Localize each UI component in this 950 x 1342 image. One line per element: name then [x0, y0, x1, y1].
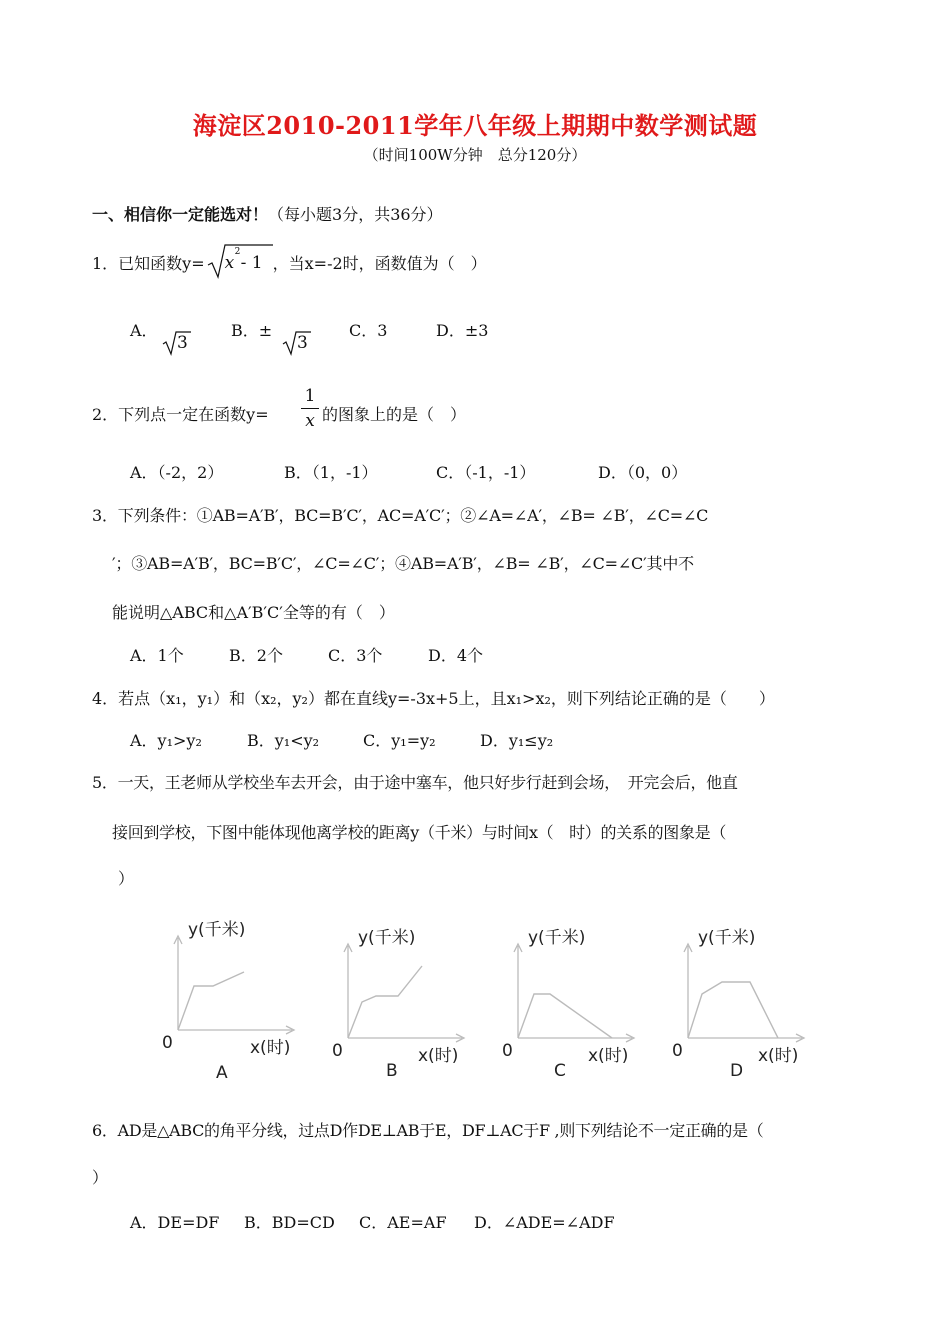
q2-option-a: A．（-2，2） — [130, 463, 224, 482]
q6-line-1: 6．AD是△ABC的角平分线，过点D作DE⊥AB于E，DF⊥AC于F ,则下列结论不一定正确的是（ — [92, 1121, 764, 1140]
q2-option-b: B．（1，-1） — [284, 463, 378, 482]
fraction-bar — [301, 408, 319, 409]
q3-line-1: 3．下列条件：①AB=A′B′，BC=B′C′，AC=A′C′；②∠A=∠A′，∠B= ∠B′，∠C=∠C — [92, 506, 709, 525]
graph-a — [162, 920, 294, 1083]
graph-d-origin: 0 — [672, 1041, 683, 1061]
q1-option-a-value: 3 — [177, 333, 188, 353]
graph-a-x-label: x(时) — [250, 1038, 291, 1058]
graph-d-curve — [688, 982, 778, 1038]
q6-option-d: D．∠ADE=∠ADF — [474, 1213, 615, 1232]
q2-option-d: D．（0，0） — [598, 463, 688, 482]
graph-a-origin: 0 — [162, 1033, 173, 1053]
q1-option-d: D．±3 — [436, 321, 489, 340]
graph-b-caption: B — [386, 1061, 398, 1081]
graph-c-caption: C — [554, 1061, 566, 1081]
graph-d-caption: D — [730, 1061, 744, 1081]
q1-radicand: x — [224, 253, 235, 273]
q3-line-3: 能说明△ABC和△A′B′C′全等的有（ ） — [112, 603, 395, 622]
q6-option-b: B．BD=CD — [244, 1213, 335, 1232]
q6-option-a: A．DE=DF — [130, 1213, 220, 1232]
q6-option-c: C．AE=AF — [359, 1213, 447, 1232]
q3-option-b: B．2个 — [229, 646, 283, 665]
q5-line-2: 接回到学校，下图中能体现他离学校的距离y（千米）与时间x（ 时）的关系的图象是（ — [112, 823, 727, 842]
q1-suffix: ，当x=-2时，函数值为（ ） — [272, 254, 487, 273]
q4-option-c: C．y₁=y₂ — [363, 731, 436, 750]
q2-fraction-denominator: x — [305, 411, 315, 431]
q1-minus-one: - 1 — [240, 253, 263, 273]
q1-option-a — [130, 318, 158, 341]
q1-option-b-value: 3 — [297, 333, 308, 353]
graph-c-curve — [518, 994, 612, 1038]
q2-prefix: 2．下列点一定在函数y= — [92, 405, 269, 424]
question-1-stem — [92, 249, 487, 274]
page-subtitle: （时间100W分钟 总分120分） — [363, 146, 587, 164]
q3-option-c: C．3个 — [328, 646, 383, 665]
graph-d — [672, 928, 804, 1081]
page-title: 海淀区2010-2011学年八年级上期期中数学测试题 — [192, 111, 758, 140]
q4-option-d: D．y₁≤y₂ — [480, 731, 554, 750]
graph-a-curve — [178, 972, 244, 1030]
q2-suffix: 的图象上的是（ ） — [322, 405, 467, 424]
graph-c-x-label: x(时) — [588, 1046, 629, 1066]
q1-option-b-label: B．± — [231, 321, 273, 340]
graph-b-y-label: y(千米) — [358, 928, 416, 948]
section-note: （每小题3分，共36分） — [268, 205, 443, 224]
q2-fraction — [300, 386, 320, 431]
q1-radical — [205, 247, 273, 273]
graph-c — [502, 928, 634, 1081]
graph-d-x-label: x(时) — [758, 1046, 799, 1066]
graph-c-y-label: y(千米) — [528, 928, 586, 948]
graph-b — [332, 928, 464, 1081]
q2-option-c: C．（-1，-1） — [436, 463, 536, 482]
q1-exponent: 2 — [234, 247, 241, 257]
q1-option-b-radical — [282, 330, 312, 354]
section-heading — [92, 202, 443, 225]
q3-option-d: D．4个 — [428, 646, 484, 665]
q5-line-3: ） — [118, 869, 135, 888]
q1-option-a-label: A． — [130, 321, 158, 340]
graph-a-caption: A — [216, 1063, 228, 1083]
q3-line-2: ′；③AB=A′B′，BC=B′C′，∠C=∠C′；④AB=A′B′，∠B= ∠B′，∠C=∠C′其中不 — [112, 554, 694, 573]
section-title: 一、相信你一定能选对！ — [92, 205, 269, 224]
graph-d-y-label: y(千米) — [698, 928, 756, 948]
q2-fraction-numerator: 1 — [304, 386, 316, 406]
q4-option-a: A．y₁>y₂ — [130, 731, 202, 750]
q3-option-a: A．1个 — [130, 646, 184, 665]
graph-b-curve — [348, 966, 422, 1038]
graph-b-x-label: x(时) — [418, 1046, 459, 1066]
q1-prefix: 1．已知函数y= — [92, 254, 205, 273]
graph-c-origin: 0 — [502, 1041, 513, 1061]
q5-line-1: 5．一天，王老师从学校坐车去开会，由于途中塞车，他只好步行赶到会场， 开完会后，他直 — [92, 773, 738, 792]
q5-graphs — [150, 910, 910, 1090]
q1-option-b — [231, 318, 272, 341]
q1-option-a-radical — [162, 330, 192, 354]
q6-line-2: ） — [92, 1168, 109, 1187]
graph-a-y-label: y(千米) — [188, 920, 246, 940]
graph-b-origin: 0 — [332, 1041, 343, 1061]
q4-stem: 4．若点（x₁，y₁）和（x₂，y₂）都在直线y=-3x+5上，且x₁>x₂，则下列结论正确的是（ ） — [92, 689, 775, 708]
q1-option-c: C．3 — [349, 321, 388, 340]
q4-option-b: B．y₁<y₂ — [247, 731, 320, 750]
